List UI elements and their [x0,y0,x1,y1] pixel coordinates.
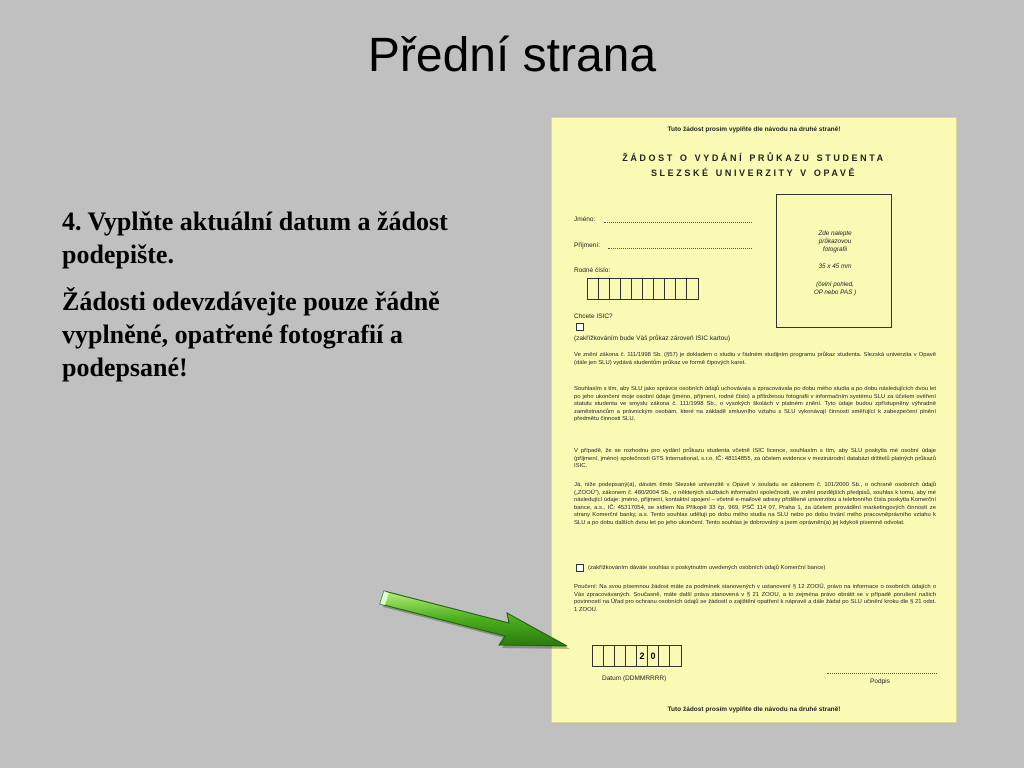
form-paragraph-2: Souhlasím s tím, aby SLU jako správce osobních údajů uchovávala a zpracovávala po dobu mého studia a po dobu následujících dvou let po jeho ukončení moje osobní údaje (jméno, příjmení, rodné číslo) a přiloženou fotografii v informačním systému SLU za účelem ověření statutu studenta ve smyslu zákona č. 111/1998 Sb., o vysokých školách v platném znění. Tyto údaje budou zpřístupněny výhradně zaměstnancům a právnickým osobám, které na základě smluvního vztahu s SLU vykonávají činnosti směřující k zabezpečení plnění předmětu činnosti SLU. [574,386,936,423]
photo-instruction-6: OP nebo PAS ) [813,289,857,296]
instruction-point-1: 4. Vyplňte aktuální datum a žádost podepište. [62,207,448,269]
green-arrow-icon [375,584,575,654]
photo-instruction-3: fotografii [822,246,848,253]
signature-label: Podpis [870,678,890,685]
date-digit-1: 2 [637,646,648,666]
date-label: Datum (DDMMRRRR) [602,675,667,682]
form-paragraph-3: V případě, že se rozhodnu pro vydání průkazu studenta včetně ISIC licence, souhlasím s tím, aby SLU poskytla mé osobní údaje (příjmení, jméno) společnosti GTS International, s.r.o, IČ: 48114855, za účelem evidence v mezinárodní databázi držitelů platných průkazů ISIC. [574,448,936,470]
form-heading-line-2: SLEZSKÉ UNIVERZITY V OPAVĚ [650,168,858,178]
form-bottom-note: Tuto žádost prosím vyplňte dle návodu na druhé straně! [667,706,841,713]
surname-field [608,248,752,249]
consent-note: (zakřížkováním dáváte souhlas s poskytnutím uvedených osobních údajů Komerční bance) [588,565,826,571]
date-boxes [592,645,682,667]
consent-checkbox [576,564,584,572]
photo-instruction-1: Zde nalepte [818,230,852,237]
slide-title: Přední strana [367,29,657,82]
photo-size: 35 x 45 mm [818,263,852,270]
photo-instruction-2: průkazovou [818,238,852,245]
photo-instruction-5: (čelní pohled, [816,281,854,288]
name-field [604,222,752,223]
signature-line [827,673,937,674]
isic-checkbox [576,323,584,331]
photo-box [776,194,892,328]
birth-number-boxes [587,278,699,300]
application-form-image [552,118,956,722]
form-top-note: Tuto žádost prosím vyplňte dle návodu na druhé straně! [667,126,841,133]
instruction-text [62,205,532,398]
form-paragraph-5: Poučení: Na svou písemnou žádost máte za podmínek stanovených v ustanovení § 12 ZOOÚ, právo na informace o osobních údajích o Vás zpracovávaných. Současně, máte další práva stanovená v § 21 ZOOU, a to zejména právo obrátit se v případě porušení našich povinností na Úřad pro ochranu osobních údajů se žádostí o zajištění opatření k nápravě a dále žádat po SLU učinění kroku dle § 21 odst. 1 ZOOU. [574,584,936,613]
isic-question: Chcete ISIC? [574,313,613,320]
isic-note: (zakřížkováním bude Váš průkaz zároveň ISIC kartou) [574,335,731,342]
name-label: Jméno: [574,216,596,223]
surname-label: Příjmení: [574,242,601,249]
instruction-point-2: Žádosti odevzdávejte pouze řádně vyplněné, opatřené fotografií a podepsané! [62,287,440,382]
form-paragraph-4: Já, níže podepsaný(á), dávám tímto Slezské univerzitě v Opavě v souladu se zákonem č. 101/2000 Sb., o ochraně osobních údajů („ZOOÚ“), zákonem č. 480/2004 Sb., o některých službách informační společnosti, ve znění pozdějších předpisů, souhlas k tomu, aby mé následující údaje: jméno, příjmení, kontaktní spojení – včetně e-mailové adresy přidělené univerzitou a telefonního čísla poskytla Komerční bance, a.s., IČ: 45317054, se sídlem Na Příkopě 33 čp. 969, PSČ 114 07, Praha 1, za účelem provádění marketingových činností ze strany Komerční banky, a.s. Tento souhlas uděluji po dobu mého studia na SLU nebo po dobu trvání mého pracovněprávního vztahu k SLU a po dobu dalších dvou let po jeho ukončení. Tento souhlas je dobrovolný a jsem oprávněn(a) jej kdykoli písemně odvolat. [574,482,936,526]
date-digit-2: 0 [648,646,659,666]
birth-number-label: Rodné číslo: [574,267,611,274]
form-heading-line-1: ŽÁDOST O VYDÁNÍ PRŮKAZU STUDENTA [622,153,886,163]
form-paragraph-1: Ve znění zákona č. 111/1998 Sb. (§57) je dokladem o studiu v řádném studijním programu průkaz studenta. Slezská univerzita v Opavě (dále jen SLU) vydává studentům průkaz ve formě čipových karet. [574,352,936,366]
